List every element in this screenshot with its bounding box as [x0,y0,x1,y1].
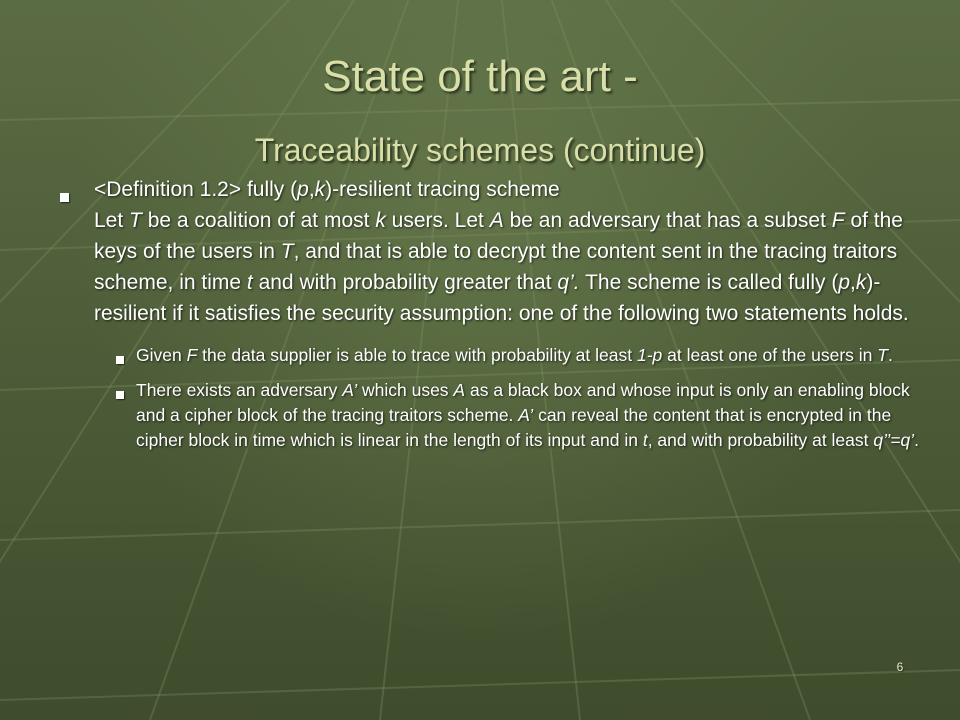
statement-text: can reveal the content that is encrypted in the cipher block in time which is linear in the length of its input and in [136,405,892,450]
var-T: T [877,345,888,365]
statement-text: the data supplier is able to trace with probability at least [197,345,637,365]
var-1-minus-p: 1-p [636,345,663,365]
definition-tag: <Definition 1.2> [94,178,242,201]
var-k: k [314,178,326,201]
var-p: p [838,271,851,294]
statement-text: . [887,345,893,365]
var-F: F [186,345,198,365]
statement-1 [60,343,936,368]
var-F: F [831,209,845,232]
definition-text: be a coalition of at most [141,209,376,232]
var-T: T [129,209,142,232]
var-q-prime: q’. [557,271,580,294]
definition-name-text: )-resilient tracing scheme [325,178,560,201]
definition-text: be an adversary that has a subset [503,209,832,232]
definition-comma: , [308,178,315,201]
page-number: 6 [896,660,904,674]
var-A-prime: A’ [518,405,534,425]
statement-text: Given [136,345,187,365]
slide-subtitle: Traceability schemes (continue) [254,132,706,168]
definition-comma: , [850,271,856,294]
square-bullet-icon [60,182,69,213]
var-k: k [375,209,386,232]
definition-text: , and that is able to decrypt the content sent in the tracing traitors scheme, in time [94,240,898,294]
square-bullet-icon [116,384,124,409]
definition-name-text: fully ( [241,178,298,201]
square-bullet-icon [116,349,124,374]
statements-list [60,343,920,453]
statement-2 [60,378,936,453]
definition-text: Let [94,209,130,232]
definition-text: )-resilient if it satisfies the security assumption: one of the following two statements holds. [94,271,909,325]
var-q-double-prime: q’’=q’ [873,430,915,450]
statement-text: which uses [357,380,454,400]
var-t: t [246,271,253,294]
statement-text: at least one of the users in [662,345,878,365]
var-A-prime: A’ [342,380,358,400]
definition-bullet [60,174,920,329]
var-T: T [280,240,294,263]
var-A: A [453,380,466,400]
var-A: A [489,209,504,232]
definition-text: of the keys of the users in [94,209,903,263]
var-k: k [855,271,867,294]
var-p: p [297,178,309,201]
statement-text: There exists an adversary [136,380,343,400]
definition-text: The scheme is called fully ( [579,271,839,294]
slide-title: State of the art - [322,52,638,101]
statement-text: . [914,430,919,450]
slide-body [60,174,920,463]
var-t: t [642,430,648,450]
statement-text: as a black box and whose input is only an enabling block and a cipher block of the tracing traitors scheme. [136,380,910,425]
statement-text: , and with probability at least [647,430,874,450]
definition-text: and with probability greater that [252,271,558,294]
definition-text: users. Let [385,209,490,232]
